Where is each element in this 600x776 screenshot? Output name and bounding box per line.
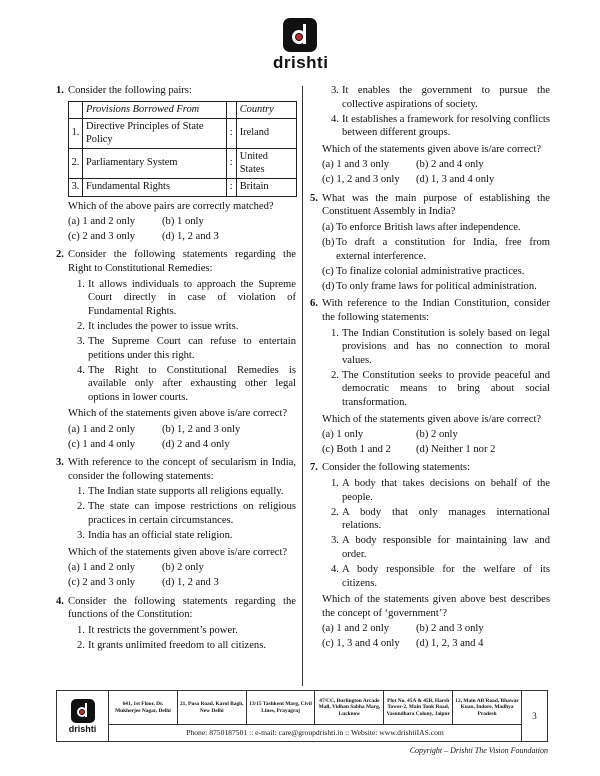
option-a: (a) 1 only [322, 429, 364, 441]
footer-contact: Phone: 8750187501 :: e-mail: care@groupdrishti.in :: Website: www.drishtiIAS.com [186, 728, 444, 737]
table-cell: 3. [69, 179, 83, 197]
question-ask: Which of the statements given above is/are correct? [68, 546, 288, 558]
question-4-continued [310, 84, 550, 188]
option-c: (c) 1, 2 and 3 only [322, 174, 400, 186]
options-grid [322, 428, 550, 457]
drishti-logo-icon [71, 699, 95, 723]
table-row [69, 179, 297, 197]
question-6 [310, 297, 550, 457]
question-stem: Consider the following statements regarding the functions of the Constitution: [68, 595, 296, 621]
question-5 [310, 192, 550, 294]
options-grid [322, 622, 550, 651]
statement-2: 2. The state can impose restrictions on religious practices in certain circumstances. [77, 501, 296, 527]
footer-brand: drishti [68, 723, 97, 734]
statement-2: 2. It grants unlimited freedom to all citizens. [77, 639, 266, 651]
column-divider [302, 86, 303, 686]
question-number: 6. [310, 298, 318, 310]
address-prayagraj: 13/15 Tashkent Marg, Civil Lines, Prayagraj [247, 691, 316, 724]
address-jaipur: Plot No. 45A & 45B, Harsh Tower-2, Main Tonk Road, Vasundhara Colony, Jaipur [384, 691, 453, 724]
footer-main [109, 691, 521, 741]
column-header-country: Country [236, 101, 296, 119]
table-cell: United States [236, 149, 296, 179]
option-a: (a) 1 and 2 only [68, 216, 136, 228]
option-b: (b) 1 only [162, 216, 204, 228]
statement-3: 3. The Supreme Court can refuse to entertain petitions under this right. [77, 335, 296, 361]
question-3 [56, 456, 296, 590]
statement-1: 1. The Indian state supports all religions equally. [77, 486, 284, 498]
question-stem: Consider the following pairs: [68, 85, 192, 96]
footer-addresses [109, 691, 521, 725]
statement-1: 1. A body that takes decisions on behalf of the people. [331, 477, 550, 503]
question-stem: What was the main purpose of establishing the Constituent Assembly in India? [322, 192, 550, 218]
footer-logo [57, 691, 109, 741]
table-cell: 2. [69, 149, 83, 179]
question-2 [56, 248, 296, 452]
option-d: (d) 2 and 4 only [162, 438, 230, 450]
table-cell: Parliamentary System [83, 149, 227, 179]
question-ask: Which of the statements given above best describes the concept of ‘government’? [322, 594, 550, 619]
question-stem: With reference to the concept of secularism in India, consider the following statements: [68, 457, 296, 482]
address-indore: 12, Main AB Road, Bhawar Kuan, Indore, Madhya Pradesh [455, 697, 519, 717]
options-grid [68, 215, 296, 244]
option-a: (a) 1 and 3 only [322, 159, 390, 171]
option-b: (b) 2 and 3 only [416, 623, 484, 635]
column-header-provision: Provisions Borrowed From [83, 101, 227, 119]
option-d: (d) 1, 2 and 3 [162, 576, 219, 588]
option-b: (b) 2 only [416, 429, 458, 441]
table-cell: 1. [69, 119, 83, 149]
question-1 [56, 84, 296, 244]
question-4 [56, 595, 296, 653]
option-c: (c) To finalize colonial administrative practices. [322, 265, 525, 277]
address-lucknow: 47/CC, Burlington Arcade Mall, Vidhan Sabha Marg, Lucknow [315, 691, 384, 724]
address-karol-bagh: 21, Pusa Road, Karol Bagh, New Delhi [178, 691, 247, 724]
statements-list [68, 278, 296, 405]
option-d: (d) 1, 2 and 3 [162, 230, 219, 242]
table-row [69, 119, 297, 149]
footer [56, 690, 548, 742]
question-number: 4. [56, 595, 64, 607]
options-grid [68, 561, 296, 590]
statement-1: 1. It allows individuals to approach the Supreme Court directly in case of violation of Fundamental Rights. [77, 278, 296, 317]
question-stem: Consider the following statements regarding the Right to Constitutional Remedies: [68, 249, 296, 274]
pairs-table [68, 101, 297, 197]
option-c: (c) 1, 3 and 4 only [322, 637, 400, 649]
table-cell: Fundamental Rights [83, 179, 227, 197]
table-row [69, 149, 297, 179]
drishti-logo [273, 18, 327, 73]
table-cell: Ireland [236, 119, 296, 149]
statements-list [68, 624, 296, 653]
option-c: (c) Both 1 and 2 [322, 443, 391, 455]
option-a: (a) 1 and 2 only [68, 562, 136, 574]
question-number: 2. [56, 249, 64, 261]
statements-list [322, 84, 550, 140]
option-b: (b) 2 only [162, 562, 204, 574]
option-b: (b) To draft a constitution for India, free from external interference. [322, 236, 550, 262]
option-c: (c) 2 and 3 only [68, 576, 136, 588]
address-delhi-mukherjee: 641, 1st Floor, Dr. Mukherjee Nagar, Delhi [109, 691, 178, 724]
options-list [322, 221, 550, 293]
question-number: 1. [56, 85, 64, 96]
statements-list [68, 485, 296, 542]
question-ask: Which of the statements given above is/are correct? [68, 408, 288, 420]
statement-1: 1. The Indian Constitution is solely based on legal provisions and has no connection to moral values. [331, 327, 550, 366]
statement-4: 4. The Right to Constitutional Remedies is available only after exhausting other legal options in lower courts. [77, 364, 296, 403]
question-stem: With reference to the Indian Constitution, consider the following statements: [322, 298, 550, 323]
drishti-logo-icon [283, 18, 317, 52]
copyright: Copyright – Drishti The Vision Foundation [409, 746, 548, 755]
question-number: 5. [310, 192, 318, 204]
option-b: (b) 1, 2 and 3 only [162, 424, 241, 435]
question-ask: Which of the above pairs are correctly matched? [68, 200, 274, 212]
statements-list [322, 477, 550, 590]
statement-4: 4. It establishes a framework for resolving conflicts between different groups. [331, 113, 550, 139]
option-d: (d) Neither 1 nor 2 [416, 443, 496, 455]
question-stem: Consider the following statements: [322, 462, 470, 474]
left-column [56, 84, 296, 656]
statement-4: 4. A body responsible for the welfare of its citizens. [331, 564, 550, 589]
option-d: (d) To only frame laws for political administration. [322, 280, 537, 292]
statement-3: 3. A body responsible for maintaining law and order. [331, 535, 550, 560]
option-d: (d) 1, 2, 3 and 4 [416, 637, 484, 649]
statement-3: 3. India has an official state religion. [77, 530, 233, 542]
table-cell: : [226, 179, 236, 197]
brand-name: drishti [273, 53, 329, 72]
question-ask: Which of the statements given above is/are correct? [322, 413, 542, 425]
option-a: (a) 1 and 2 only [68, 424, 136, 435]
options-grid [68, 423, 296, 452]
option-c: (c) 2 and 3 only [68, 230, 136, 242]
option-a: (a) 1 and 2 only [322, 623, 390, 635]
table-cell: : [226, 119, 236, 149]
page-number: 3 [521, 691, 547, 741]
options-grid [322, 158, 550, 187]
statement-2: 2. A body that only manages international relations. [331, 506, 550, 532]
option-c: (c) 1 and 4 only [68, 438, 136, 450]
statement-3: 3. It enables the government to pursue the collective aspirations of society. [331, 85, 550, 110]
table-header-row [69, 101, 297, 119]
question-number: 7. [310, 462, 318, 474]
statement-2: 2. It includes the power to issue writs. [77, 320, 239, 332]
question-ask: Which of the statements given above is/are correct? [322, 143, 542, 155]
option-a: (a) To enforce British laws after independence. [322, 221, 521, 233]
statement-1: 1. It restricts the government’s power. [77, 624, 238, 636]
statements-list [322, 327, 550, 410]
option-d: (d) 1, 3 and 4 only [416, 174, 495, 186]
option-b: (b) 2 and 4 only [416, 159, 484, 171]
table-cell: Britain [236, 179, 296, 197]
statement-2: 2. The Constitution seeks to provide peaceful and democratic means to bring about social transformation. [331, 369, 550, 408]
question-number: 3. [56, 457, 64, 469]
table-cell: Directive Principles of State Policy [83, 119, 227, 149]
right-column [310, 84, 550, 656]
table-cell: : [226, 149, 236, 179]
question-7 [310, 461, 550, 651]
